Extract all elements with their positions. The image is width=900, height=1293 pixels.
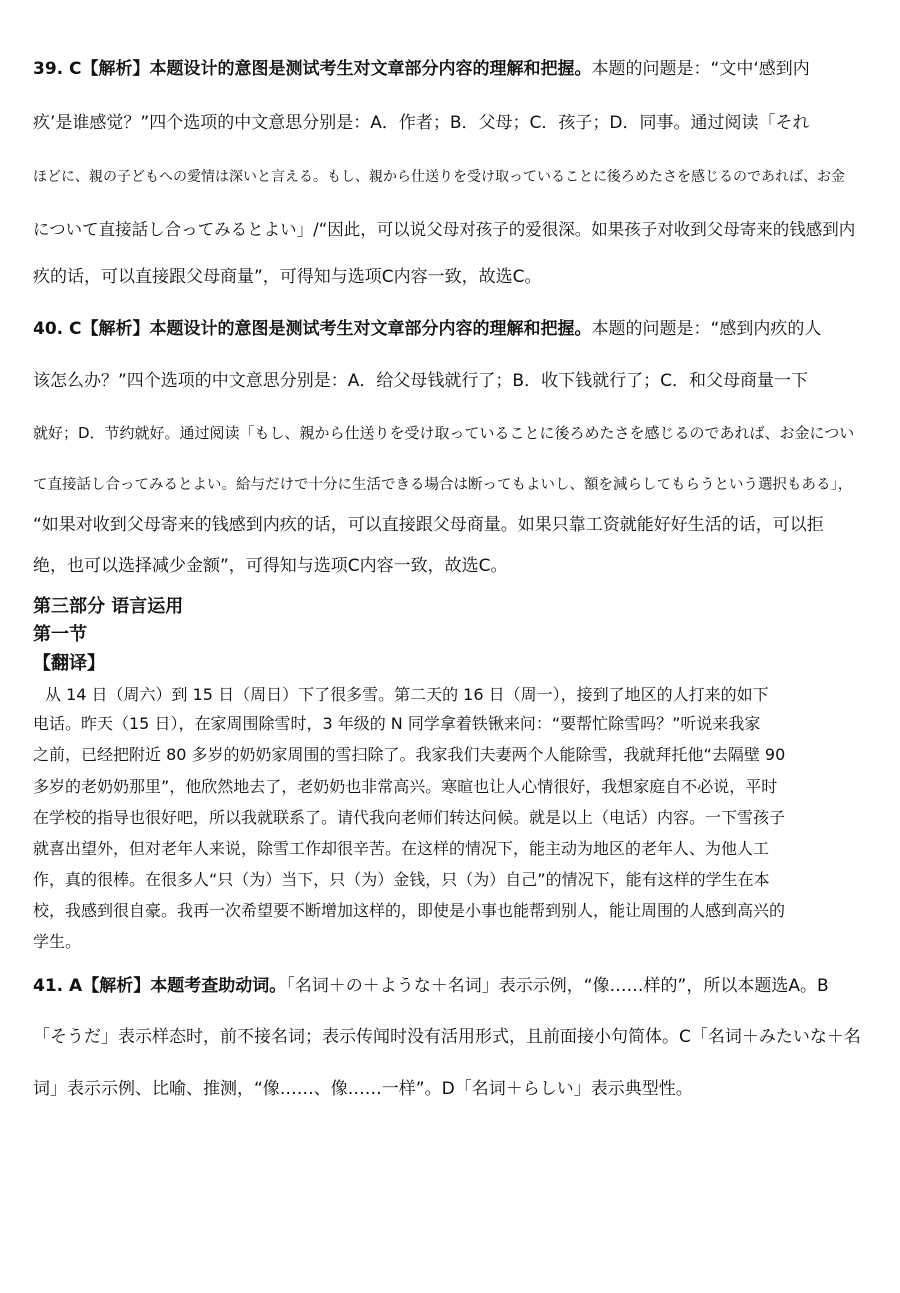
answer-40-line: 40. C【解析】本题设计的意图是测试考生对文章部分内容的理解和把握。本题的问题是：“感到内疚的人 [33, 319, 822, 339]
translation-line: 学生。 [33, 932, 82, 951]
answer-40-line: 该怎么办？”四个选项的中文意思分别是：A．给父母钱就行了；B．收下钱就行了；C．和父母商量一下 [33, 371, 808, 391]
section1-heading: 第一节 [33, 624, 87, 645]
answer-39-lead: 39. C【解析】本题设计的意图是测试考生对文章部分内容的理解和把握。 [33, 59, 592, 79]
translation-line: 之前，已经把附近 80 多岁的奶奶家周围的雪扫除了。我家我们夫妻两个人能除雪，我就拜托他“去隔壁 90 [33, 745, 786, 764]
answer-39-line: 疚’是谁感觉？”四个选项的中文意思分别是：A．作者；B．父母；C．孩子；D．同事。通过阅读「それ [33, 113, 810, 133]
translation-line: 从 14 日（周六）到 15 日（周日）下了很多雪。第二天的 16 日（周一），接到了地区的人打来的如下 [45, 685, 769, 704]
answer-40-line: “如果对收到父母寄来的钱感到内疚的话，可以直接跟父母商量。如果只靠工资就能好好生活的话，可以拒 [33, 515, 824, 535]
answer-41-line: 41. A【解析】本题考查助动词。「名词＋の＋ような＋名词」表示示例，“像……样的”，所以本题选A。B [33, 976, 829, 996]
answer-39-line: ほどに、親の子どもへの愛情は深いと言える。もし、親から仕送りを受け取っていることに後ろめたさを感じるのであれば、お金 [33, 169, 845, 185]
translation-line: 在学校的指导也很好吧，所以我就联系了。请代我向老师们转达问候。就是以上（电话）内容。一下雪孩子 [33, 808, 786, 827]
translation-line: 就喜出望外，但对老年人来说，除雪工作却很辛苦。在这样的情况下，能主动为地区的老年人、为他人工 [33, 839, 770, 858]
answer-40-line: 绝，也可以选择减少金额”，可得知与选项C内容一致，故选C。 [33, 556, 508, 576]
answer-40-line: 就好；D．节约就好。通过阅读「もし、親から仕送りを受け取っていることに後ろめたさを感じるのであれば、お金につい [33, 424, 855, 442]
translation-line: 校，我感到很自豪。我再一次希望要不断增加这样的，即使是小事也能帮到别人，能让周围的人感到高兴的 [33, 901, 786, 920]
answer-40-lead: 40. C【解析】本题设计的意图是测试考生对文章部分内容的理解和把握。 [33, 319, 592, 339]
translation-line: 作，真的很棒。在很多人“只（为）当下，只（为）金钱，只（为）自己”的情况下，能有这样的学生在本 [33, 870, 770, 889]
answer-39-line: 39. C【解析】本题设计的意图是测试考生对文章部分内容的理解和把握。本题的问题是：“文中‘感到内 [33, 59, 810, 79]
part3-heading: 第三部分 语言运用 [33, 596, 184, 617]
translation-line: 多岁的老奶奶那里”，他欣然地去了，老奶奶也非常高兴。寒暄也让人心情很好，我想家庭自不必说，平时 [33, 777, 778, 796]
answer-41-lead: 41. A【解析】本题考查助动词。 [33, 976, 287, 996]
answer-41-line: 「そうだ」表示样态时，前不接名词；表示传闻时没有活用形式，且前面接小句简体。C「名词＋みたいな＋名 [33, 1027, 861, 1047]
answer-39-line: 疚的话，可以直接跟父母商量”，可得知与选项C内容一致，故选C。 [33, 267, 542, 287]
answer-40-line: て直接話し合ってみるとよい。給与だけで十分に生活できる場合は断ってもよいし、額を減らしてもらうという選択もある」， [33, 477, 853, 493]
answer-39-line: について直接話し合ってみるとよい」/“因此，可以说父母对孩子的爱很深。如果孩子对收到父母寄来的钱感到内 [33, 220, 856, 239]
translation-line: 电话。昨天（15 日），在家周围除雪时，3 年级的 N 同学拿着铁锹来问：“要帮忙除雪吗？”听说来我家 [33, 714, 761, 733]
translation-heading: 【翻译】 [33, 653, 105, 674]
answer-41-line: 词」表示示例、比喻、推测，“像……、像……一样”。D「名词＋らしい」表示典型性。 [33, 1079, 693, 1099]
